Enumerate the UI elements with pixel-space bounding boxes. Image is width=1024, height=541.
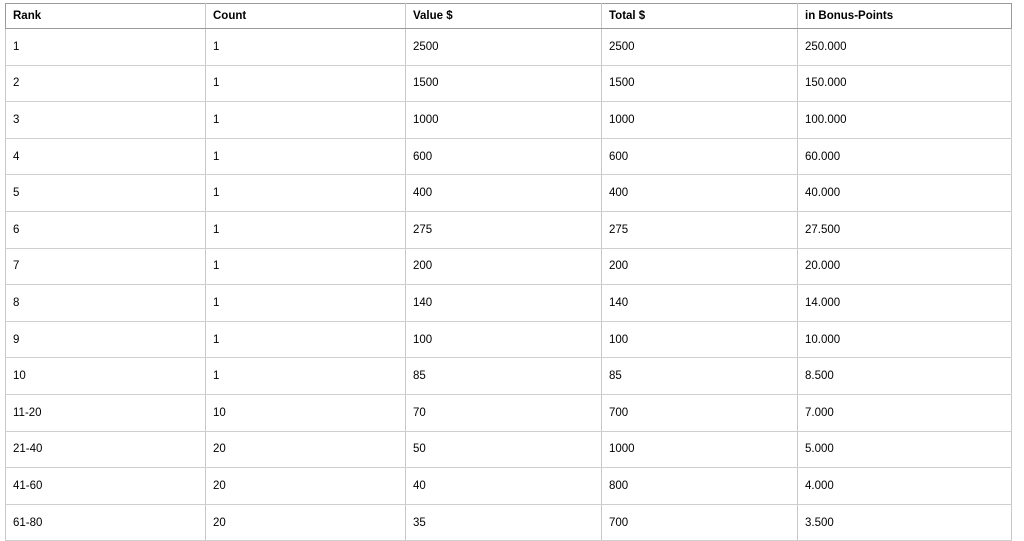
cell-bonus-points: 5.000 (798, 431, 1012, 468)
column-header-bonus-points: in Bonus-Points (798, 4, 1012, 29)
cell-value: 400 (406, 175, 602, 212)
cell-count: 20 (206, 431, 406, 468)
cell-bonus-points: 20.000 (798, 248, 1012, 285)
cell-count: 1 (206, 29, 406, 66)
cell-rank: 9 (6, 321, 206, 358)
cell-rank: 10 (6, 358, 206, 395)
table-row (6, 248, 1012, 285)
cell-total: 85 (602, 358, 798, 395)
table-row (6, 504, 1012, 541)
cell-total: 700 (602, 504, 798, 541)
table-body (6, 29, 1012, 541)
table-header (6, 4, 1012, 29)
table-row (6, 175, 1012, 212)
table-row (6, 65, 1012, 102)
table-row (6, 29, 1012, 66)
cell-count: 1 (206, 102, 406, 139)
cell-total: 1500 (602, 65, 798, 102)
cell-bonus-points: 7.000 (798, 394, 1012, 431)
cell-rank: 2 (6, 65, 206, 102)
cell-value: 1500 (406, 65, 602, 102)
cell-count: 1 (206, 175, 406, 212)
cell-value: 200 (406, 248, 602, 285)
cell-bonus-points: 10.000 (798, 321, 1012, 358)
cell-bonus-points: 100.000 (798, 102, 1012, 139)
cell-count: 1 (206, 211, 406, 248)
cell-value: 1000 (406, 102, 602, 139)
cell-rank: 8 (6, 285, 206, 322)
cell-total: 400 (602, 175, 798, 212)
column-header-value: Value $ (406, 4, 602, 29)
cell-bonus-points: 14.000 (798, 285, 1012, 322)
table-row (6, 431, 1012, 468)
cell-bonus-points: 8.500 (798, 358, 1012, 395)
cell-rank: 7 (6, 248, 206, 285)
cell-total: 700 (602, 394, 798, 431)
cell-rank: 5 (6, 175, 206, 212)
cell-count: 1 (206, 321, 406, 358)
cell-count: 1 (206, 138, 406, 175)
cell-bonus-points: 250.000 (798, 29, 1012, 66)
cell-count: 20 (206, 468, 406, 505)
column-header-count: Count (206, 4, 406, 29)
cell-total: 100 (602, 321, 798, 358)
table-row (6, 285, 1012, 322)
cell-total: 1000 (602, 102, 798, 139)
table-row (6, 211, 1012, 248)
cell-value: 50 (406, 431, 602, 468)
cell-bonus-points: 4.000 (798, 468, 1012, 505)
document-page (0, 3, 1024, 529)
table-row (6, 468, 1012, 505)
cell-bonus-points: 40.000 (798, 175, 1012, 212)
cell-count: 20 (206, 504, 406, 541)
cell-rank: 3 (6, 102, 206, 139)
cell-bonus-points: 3.500 (798, 504, 1012, 541)
table-header-row (6, 4, 1012, 29)
cell-value: 70 (406, 394, 602, 431)
prize-distribution-table (5, 3, 1012, 541)
cell-total: 200 (602, 248, 798, 285)
cell-value: 600 (406, 138, 602, 175)
table-row (6, 321, 1012, 358)
column-header-rank: Rank (6, 4, 206, 29)
cell-value: 100 (406, 321, 602, 358)
cell-rank: 4 (6, 138, 206, 175)
cell-count: 10 (206, 394, 406, 431)
cell-bonus-points: 60.000 (798, 138, 1012, 175)
table-row (6, 102, 1012, 139)
cell-rank: 21-40 (6, 431, 206, 468)
cell-count: 1 (206, 358, 406, 395)
cell-total: 140 (602, 285, 798, 322)
cell-count: 1 (206, 65, 406, 102)
cell-value: 35 (406, 504, 602, 541)
cell-rank: 61-80 (6, 504, 206, 541)
cell-rank: 6 (6, 211, 206, 248)
cell-count: 1 (206, 285, 406, 322)
cell-rank: 1 (6, 29, 206, 66)
cell-total: 275 (602, 211, 798, 248)
cell-bonus-points: 150.000 (798, 65, 1012, 102)
cell-total: 600 (602, 138, 798, 175)
table-row (6, 138, 1012, 175)
cell-value: 85 (406, 358, 602, 395)
cell-value: 275 (406, 211, 602, 248)
table-row (6, 358, 1012, 395)
cell-count: 1 (206, 248, 406, 285)
cell-value: 140 (406, 285, 602, 322)
cell-total: 1000 (602, 431, 798, 468)
cell-value: 40 (406, 468, 602, 505)
cell-total: 2500 (602, 29, 798, 66)
cell-bonus-points: 27.500 (798, 211, 1012, 248)
cell-value: 2500 (406, 29, 602, 66)
cell-rank: 11-20 (6, 394, 206, 431)
cell-total: 800 (602, 468, 798, 505)
column-header-total: Total $ (602, 4, 798, 29)
cell-rank: 41-60 (6, 468, 206, 505)
table-row (6, 394, 1012, 431)
